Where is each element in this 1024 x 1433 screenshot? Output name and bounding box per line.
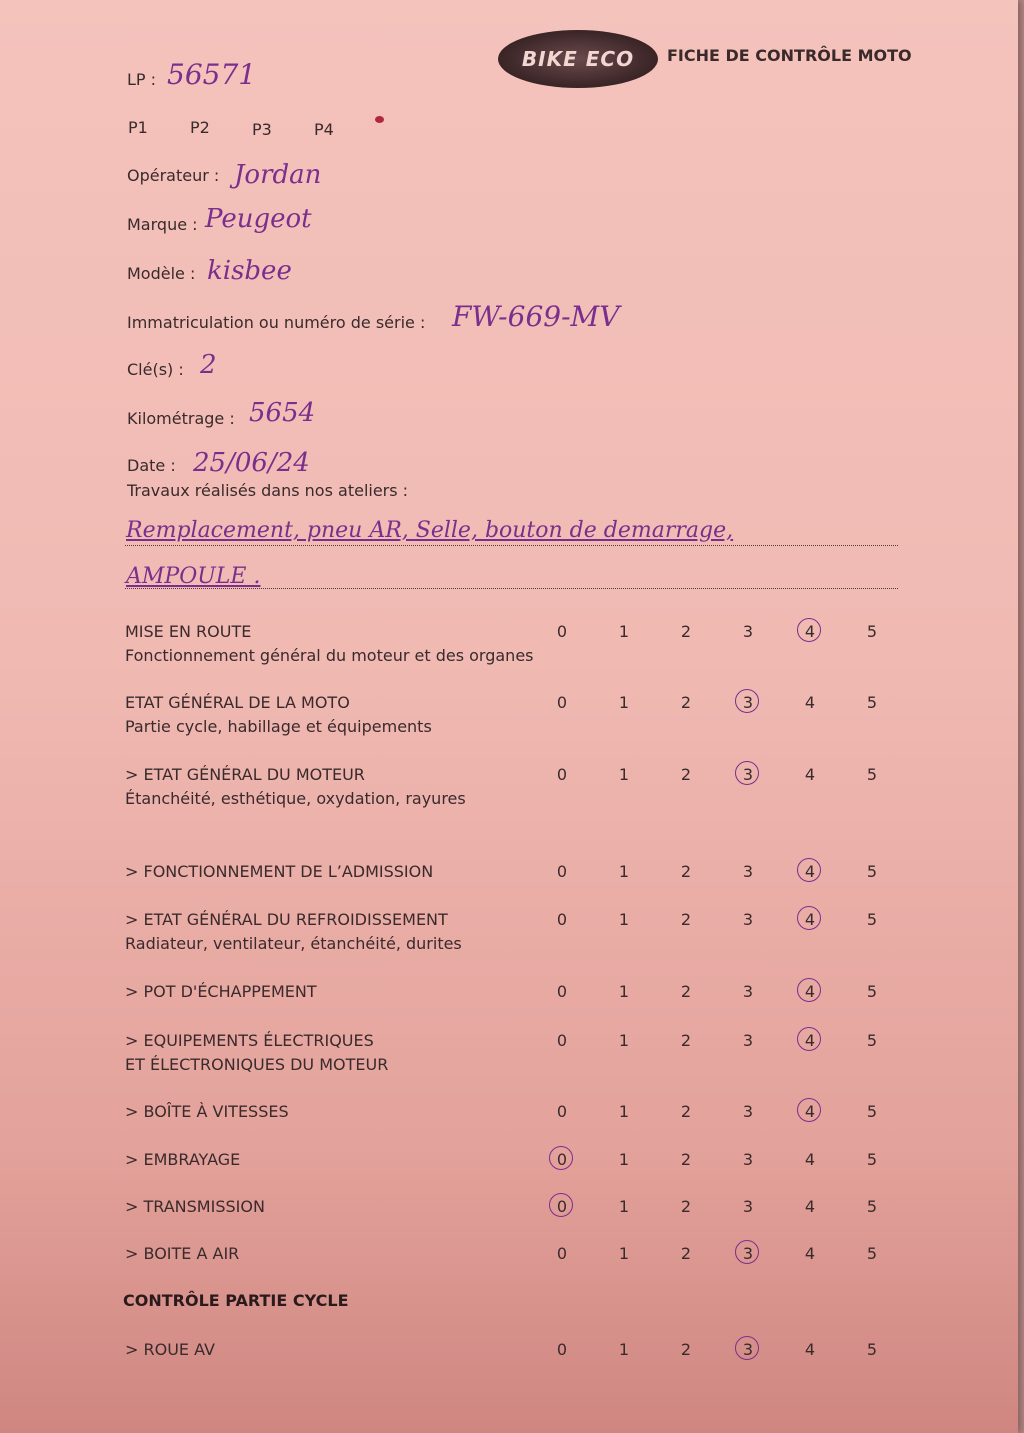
- score-option[interactable]: 0: [556, 862, 568, 881]
- score-selected[interactable]: 0: [548, 1197, 576, 1216]
- cles-label: Clé(s) :: [127, 360, 184, 379]
- check-sublabel: ET ÉLECTRONIQUES DU MOTEUR: [125, 1055, 389, 1074]
- position-p3: P3: [252, 120, 272, 139]
- score-selected[interactable]: 3: [734, 693, 762, 712]
- lp-value: 56571: [167, 58, 257, 91]
- score-option[interactable]: 1: [618, 1150, 630, 1169]
- score-option[interactable]: 5: [866, 1244, 878, 1263]
- score-option[interactable]: 1: [618, 765, 630, 784]
- check-label: > ETAT GÉNÉRAL DU MOTEUR: [125, 765, 365, 784]
- score-option[interactable]: 1: [618, 622, 630, 641]
- score-option[interactable]: 5: [866, 1340, 878, 1359]
- travaux-text-1: Remplacement, pneu AR, Selle, bouton de demarrage,: [126, 518, 734, 543]
- operateur-label: Opérateur :: [127, 166, 220, 185]
- score-option[interactable]: 3: [742, 1197, 754, 1216]
- score-option[interactable]: 2: [680, 693, 692, 712]
- score-option[interactable]: 1: [618, 862, 630, 881]
- modele-label: Modèle :: [127, 264, 196, 283]
- check-label: > ROUE AV: [125, 1340, 215, 1359]
- modele-value: kisbee: [207, 256, 292, 286]
- score-option[interactable]: 0: [556, 765, 568, 784]
- check-label: > ETAT GÉNÉRAL DU REFROIDISSEMENT: [125, 910, 448, 929]
- position-p1: P1: [128, 118, 148, 137]
- score-option[interactable]: 1: [618, 1197, 630, 1216]
- cles-value: 2: [200, 350, 217, 380]
- operateur-value: Jordan: [234, 160, 322, 190]
- score-option[interactable]: 4: [804, 693, 816, 712]
- score-option[interactable]: 2: [680, 1031, 692, 1050]
- check-label: MISE EN ROUTE: [125, 622, 252, 641]
- score-option[interactable]: 3: [742, 1102, 754, 1121]
- score-option[interactable]: 2: [680, 765, 692, 784]
- check-label: > BOITE A AIR: [125, 1244, 240, 1263]
- score-option[interactable]: 2: [680, 1197, 692, 1216]
- score-option[interactable]: 0: [556, 1102, 568, 1121]
- score-option[interactable]: 1: [618, 1102, 630, 1121]
- score-option[interactable]: 2: [680, 1244, 692, 1263]
- score-option[interactable]: 1: [618, 1244, 630, 1263]
- score-option[interactable]: 5: [866, 1102, 878, 1121]
- score-option[interactable]: 3: [742, 910, 754, 929]
- check-sublabel: Partie cycle, habillage et équipements: [125, 717, 432, 736]
- immatriculation-label: Immatriculation ou numéro de série :: [127, 313, 426, 332]
- score-option[interactable]: 4: [804, 1150, 816, 1169]
- check-label: ETAT GÉNÉRAL DE LA MOTO: [125, 693, 350, 712]
- score-option[interactable]: 1: [618, 1031, 630, 1050]
- check-sublabel: Fonctionnement général du moteur et des organes: [125, 646, 534, 665]
- score-selected[interactable]: 4: [796, 982, 824, 1001]
- score-option[interactable]: 1: [618, 910, 630, 929]
- score-option[interactable]: 3: [742, 1031, 754, 1050]
- score-option[interactable]: 4: [804, 1197, 816, 1216]
- date-value: 25/06/24: [193, 448, 310, 478]
- kilometrage-label: Kilométrage :: [127, 409, 235, 428]
- ink-dot: [375, 116, 384, 123]
- position-p4: P4: [314, 120, 334, 139]
- score-option[interactable]: 3: [742, 862, 754, 881]
- score-option[interactable]: 5: [866, 1197, 878, 1216]
- score-option[interactable]: 2: [680, 982, 692, 1001]
- position-p2: P2: [190, 118, 210, 137]
- score-option[interactable]: 2: [680, 862, 692, 881]
- logo-text: BIKE ECO: [521, 47, 635, 71]
- score-option[interactable]: 5: [866, 1150, 878, 1169]
- score-option[interactable]: 5: [866, 1031, 878, 1050]
- score-option[interactable]: 5: [866, 622, 878, 641]
- score-option[interactable]: 4: [804, 1244, 816, 1263]
- check-label: > POT D'ÉCHAPPEMENT: [125, 982, 317, 1001]
- score-option[interactable]: 2: [680, 910, 692, 929]
- section-title-partie-cycle: CONTRÔLE PARTIE CYCLE: [123, 1291, 349, 1310]
- score-option[interactable]: 1: [618, 982, 630, 1001]
- score-selected[interactable]: 4: [796, 1102, 824, 1121]
- travaux-text-2: AMPOULE .: [126, 564, 261, 589]
- check-label: > TRANSMISSION: [125, 1197, 265, 1216]
- immatriculation-value: FW-669-MV: [452, 300, 620, 333]
- travaux-line-1: [125, 545, 898, 546]
- score-option[interactable]: 0: [556, 1340, 568, 1359]
- score-option[interactable]: 2: [680, 1150, 692, 1169]
- date-label: Date :: [127, 456, 176, 475]
- score-option[interactable]: 5: [866, 765, 878, 784]
- sheet-title: FICHE DE CONTRÔLE MOTO: [667, 46, 912, 65]
- score-selected[interactable]: 3: [734, 1244, 762, 1263]
- score-option[interactable]: 4: [804, 765, 816, 784]
- score-option[interactable]: 2: [680, 622, 692, 641]
- score-selected[interactable]: 3: [734, 765, 762, 784]
- score-option[interactable]: 5: [866, 693, 878, 712]
- check-label: > EQUIPEMENTS ÉLECTRIQUES: [125, 1031, 374, 1050]
- score-option[interactable]: 5: [866, 910, 878, 929]
- score-selected[interactable]: 4: [796, 1031, 824, 1050]
- check-label: > EMBRAYAGE: [125, 1150, 241, 1169]
- score-option[interactable]: 0: [556, 622, 568, 641]
- lp-label: LP :: [127, 70, 157, 89]
- bike-eco-logo: [498, 30, 658, 88]
- score-selected[interactable]: 4: [796, 910, 824, 929]
- score-selected[interactable]: 3: [734, 1340, 762, 1359]
- check-sublabel: Étanchéité, esthétique, oxydation, rayures: [125, 789, 466, 808]
- score-option[interactable]: 0: [556, 1031, 568, 1050]
- marque-label: Marque :: [127, 215, 198, 234]
- check-sublabel: Radiateur, ventilateur, étanchéité, durites: [125, 934, 462, 953]
- kilometrage-value: 5654: [249, 398, 316, 428]
- score-option[interactable]: 3: [742, 622, 754, 641]
- score-option[interactable]: 0: [556, 1244, 568, 1263]
- marque-value: Peugeot: [205, 204, 312, 234]
- score-selected[interactable]: 4: [796, 622, 824, 641]
- score-option[interactable]: 0: [556, 982, 568, 1001]
- check-label: > FONCTIONNEMENT DE L’ADMISSION: [125, 862, 434, 881]
- score-option[interactable]: 1: [618, 1340, 630, 1359]
- score-option[interactable]: 3: [742, 982, 754, 1001]
- score-option[interactable]: 4: [804, 1340, 816, 1359]
- score-option[interactable]: 0: [556, 693, 568, 712]
- score-selected[interactable]: 4: [796, 862, 824, 881]
- score-option[interactable]: 0: [556, 910, 568, 929]
- score-selected[interactable]: 0: [548, 1150, 576, 1169]
- travaux-label: Travaux réalisés dans nos ateliers :: [127, 481, 409, 500]
- score-option[interactable]: 1: [618, 693, 630, 712]
- score-option[interactable]: 5: [866, 982, 878, 1001]
- score-option[interactable]: 2: [680, 1340, 692, 1359]
- check-label: > BOÎTE À VITESSES: [125, 1102, 289, 1121]
- score-option[interactable]: 2: [680, 1102, 692, 1121]
- score-option[interactable]: 3: [742, 1150, 754, 1169]
- score-option[interactable]: 5: [866, 862, 878, 881]
